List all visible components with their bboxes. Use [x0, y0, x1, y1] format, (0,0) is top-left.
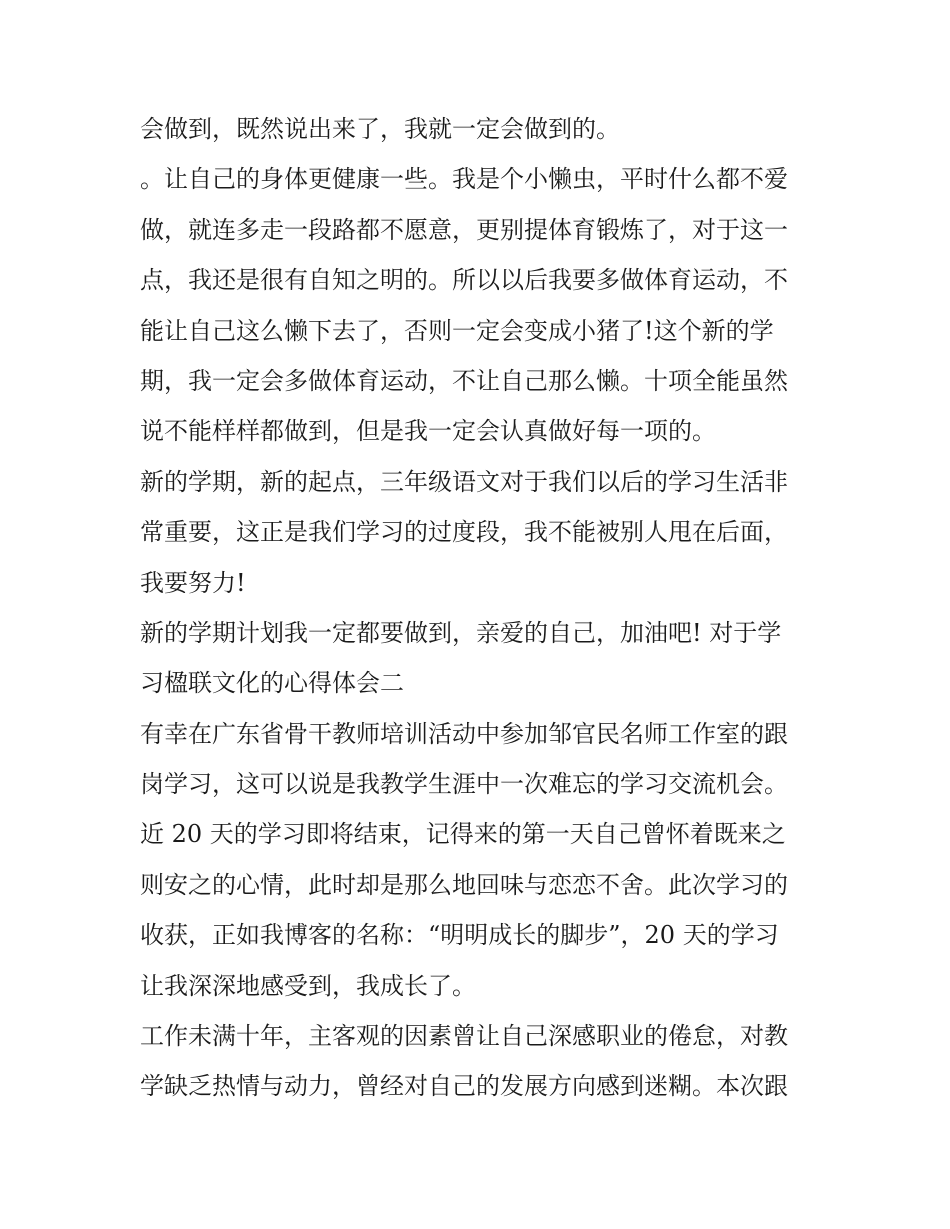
text-line: 。让自己的身体更健康一些。我是个小懒虫，平时什么都不爱: [140, 165, 788, 194]
text-line: 点，我还是很有自知之明的。所以以后我要多做体育运动，不: [140, 266, 788, 295]
text-line: 我要努力!: [140, 568, 246, 597]
text-line: 会做到，既然说出来了，我就一定会做到的。: [140, 115, 620, 143]
text-line: 工作未满十年，主客观的因素曾让自己深感职业的倦怠，对教: [140, 1022, 788, 1051]
text-line: 做，就连多走一段路都不愿意，更别提体育锻炼了，对于这一: [140, 215, 788, 244]
text-line: 岗学习，这可以说是我教学生涯中一次难忘的学习交流机会。: [140, 770, 788, 799]
text-line: 新的学期，新的起点，三年级语文对于我们以后的学习生活非: [140, 467, 788, 496]
text-line: 让我深深地感受到，我成长了。: [140, 971, 476, 1000]
text-line: 学缺乏热情与动力，曾经对自己的发展方向感到迷糊。本次跟: [140, 1072, 788, 1101]
text-line: 说不能样样都做到，但是我一定会认真做好每一项的。: [140, 417, 716, 446]
text-line: 收获，正如我博客的名称：“明明成长的脚步”，20 天的学习: [140, 921, 779, 950]
text-line: 习楹联文化的心得体会二: [140, 669, 404, 698]
text-line: 则安之的心情，此时却是那么地回味与恋恋不舍。此次学习的: [140, 870, 788, 899]
text-line: 近 20 天的学习即将结束，记得来的第一天自己曾怀着既来之: [140, 820, 786, 849]
text-line: 能让自己这么懒下去了，否则一定会变成小猪了!这个新的学: [140, 316, 774, 345]
text-line: 常重要，这正是我们学习的过度段，我不能被别人甩在后面，: [140, 518, 788, 547]
text-line: 有幸在广东省骨干教师培训活动中参加邹官民名师工作室的跟: [140, 719, 788, 748]
text-line: 期，我一定会多做体育运动，不让自己那么懒。十项全能虽然: [140, 366, 788, 395]
document-page: [140, 104, 820, 1112]
text-line: 新的学期计划我一定都要做到，亲爱的自己，加油吧! 对于学: [140, 618, 782, 647]
